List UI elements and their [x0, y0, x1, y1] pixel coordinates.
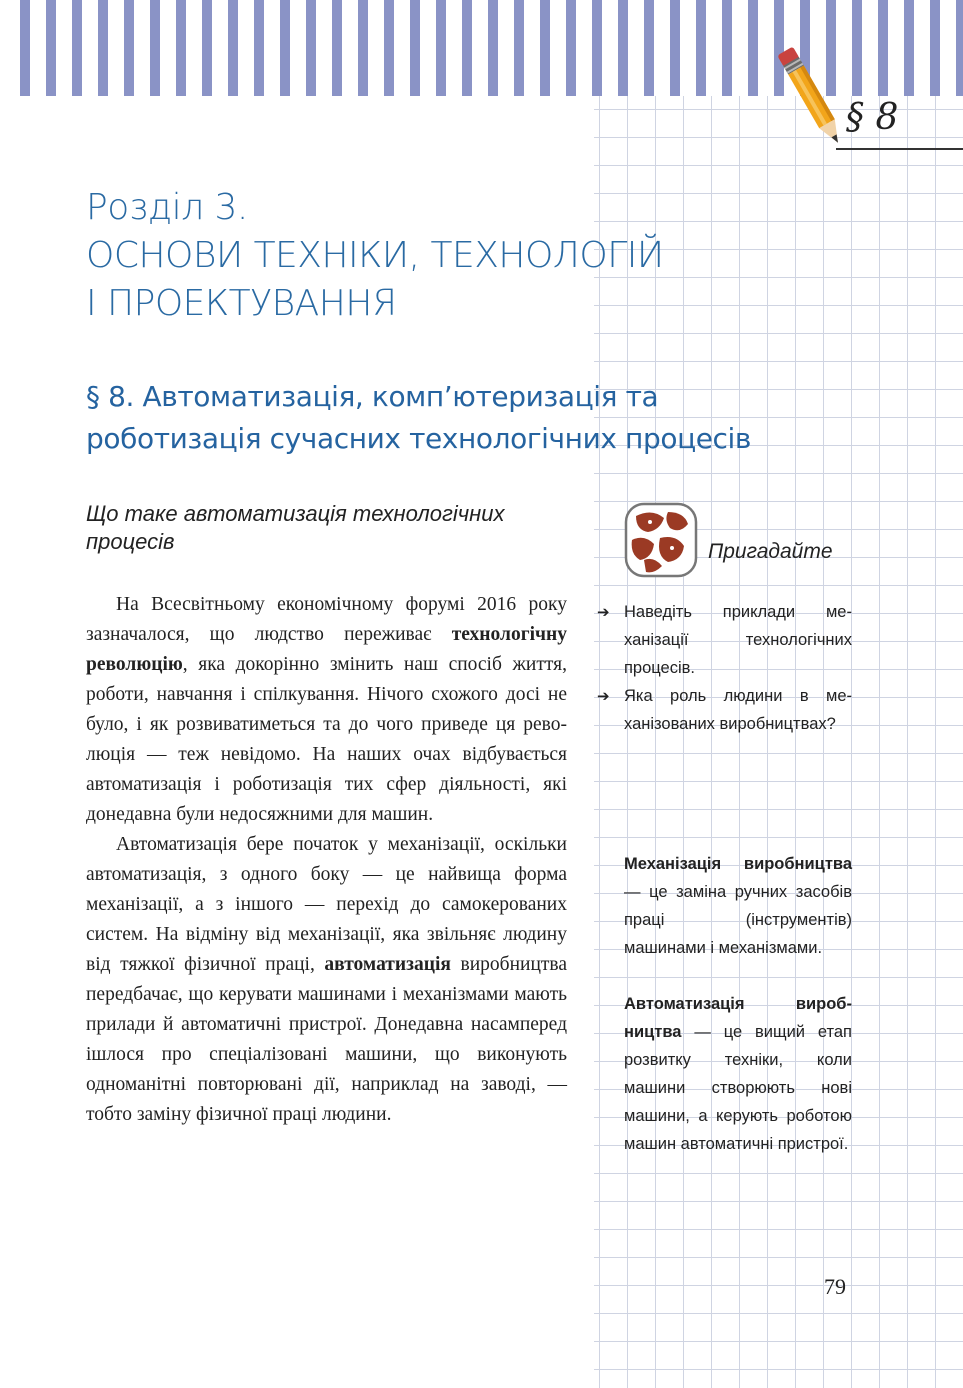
questions-list [596, 598, 852, 738]
definition-term: Автоматизація виробництва [624, 995, 852, 1041]
pencil-icon [776, 38, 846, 154]
paragraph-title [86, 376, 846, 460]
definition-text: — це вищий етап розвитку техніки, коли машини створюють нові машини, а керують роботою машин автоматичні пристрої. [624, 1023, 852, 1153]
definition-item [624, 990, 852, 1158]
body-text-span: Автоматизація бере початок у механізації, оскільки автоматизація, з одного боку — це найвища форма механізації, а з іншого — перехід до самокерованих систем. На відміну від механізації, яка звільняє людину від тяжкої фізичної праці, [86, 834, 567, 975]
bold-term: технологічну революцію [86, 624, 567, 675]
remember-icon [624, 502, 698, 578]
body-paragraph [86, 830, 567, 1130]
body-text-span: , яка докорінно змінить наш спосіб життя, роботи, навчання і спілкування. Нічого схожого досі не було, і як розвиватиметься та до чого приведе ця революція — теж невідомо. На наших очах відбувається автоматизація і роботизація тих сфер діяльності, які донедавна були недосяжними для машин. [86, 654, 567, 825]
section-title-line: ОСНОВИ ТЕХНІКИ, ТЕХНОЛОГІЙ [86, 235, 664, 276]
paragraph-title-line: § 8. Автоматизація, комп’ютеризація та [86, 380, 659, 413]
question-text: Наведіть приклади механізації технологічних процесів. [624, 603, 852, 677]
definitions [624, 850, 852, 1186]
body-text-span: На Всесвітньому економічному форумі 2016 року зазначалося, що людство переживає [86, 594, 567, 645]
body-text-span: виробництва передбачає, що керувати машинами і механізмами мають прилади й автоматичні пристрої. Донедавна насамперед ішлося про спеціалізовані машини, що виконують одноманітні повторювані дії, наприклад на заводі, — тобто заміну фізичної праці людини. [86, 954, 568, 1125]
arrow-right-icon: ➔ [597, 603, 610, 621]
paragraph-title-line: роботизація сучасних технологічних процесів [86, 422, 752, 455]
definition-term: Механізація виробництва [624, 855, 852, 873]
page-number: 79 [824, 1274, 846, 1299]
subheading: Що таке автоматизація технологічних процесів [86, 501, 505, 554]
paragraph-mark: § 8 [846, 97, 899, 138]
arrow-right-icon: ➔ [597, 687, 610, 705]
definition-item [624, 850, 852, 962]
paragraph-mark-underline [836, 148, 963, 150]
remember-label: Пригадайте [708, 540, 833, 563]
list-item [596, 598, 852, 682]
body-text [86, 590, 567, 1130]
section-title-line: Розділ 3. [86, 187, 248, 228]
bold-term: автоматизація [324, 954, 451, 975]
section-title [86, 184, 726, 328]
definition-text: — це заміна ручних засобів праці (інструментів) машинами і механізмами. [624, 883, 852, 957]
question-text: Яка роль людини в механізованих виробництвах? [624, 687, 852, 733]
section-title-line: І ПРОЕКТУВАННЯ [86, 283, 397, 324]
list-item [596, 682, 852, 738]
body-paragraph [86, 590, 567, 830]
